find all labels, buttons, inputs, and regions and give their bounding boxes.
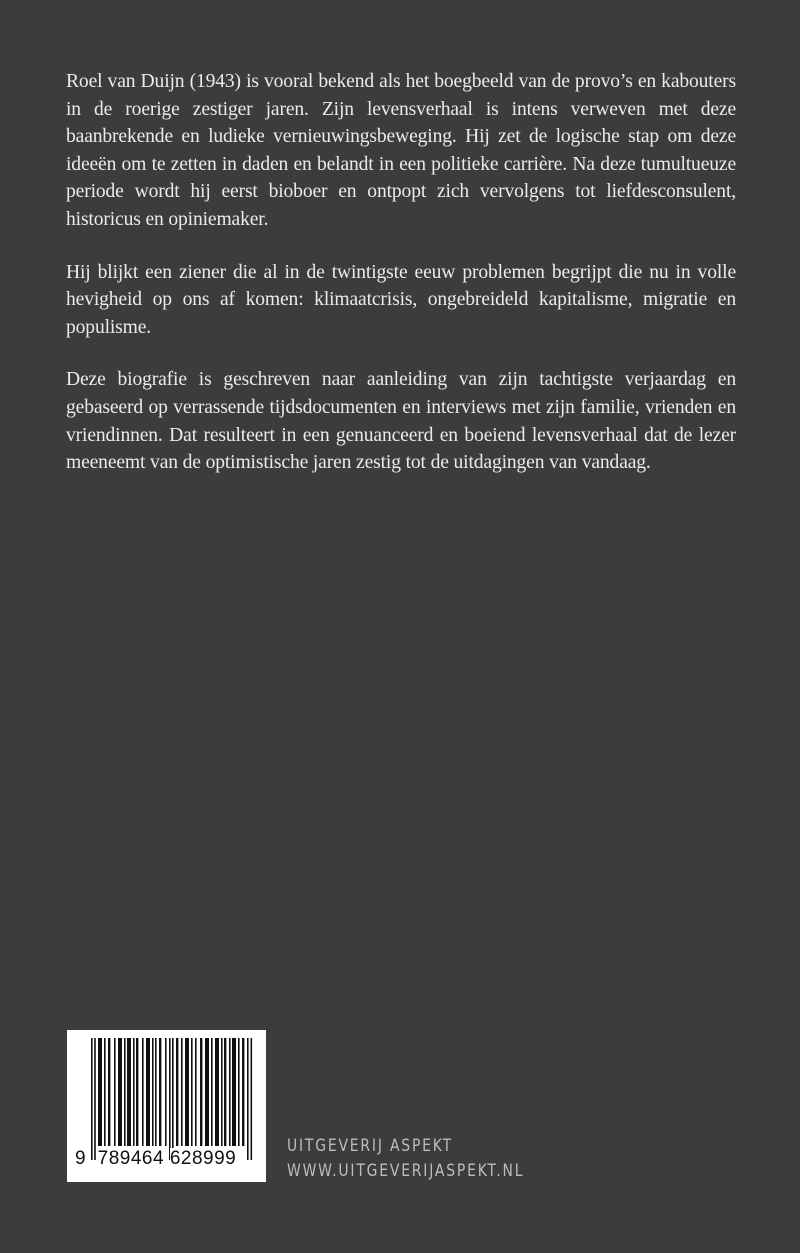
blurb-text [66, 68, 736, 502]
blurb-paragraph-1: Roel van Duijn (1943) is vooral bekend als het boegbeeld van de provo’s en kabouters in de roerige zestiger jaren. Zijn levensverhaal is intens verweven met deze baanbrekende en ludieke vernieuwingsbeweging. Hij zet de logische stap om deze ideeën om te zetten in daden en belandt in een politieke carrière. Na deze tumultueuze periode wordt hij eerst bioboer en ontpopt zich vervolgens tot liefdesconsulent, historicus en opiniemaker. [66, 71, 736, 230]
blurb-paragraph-2: Hij blijkt een ziener die al in de twintigste eeuw problemen begrijpt die nu in volle hevigheid op ons af komen: klimaatcrisis, ongebreideld kapitalisme, migratie en populisme. [66, 261, 736, 338]
publisher-name: UITGEVERIJ ASPEKT [287, 1136, 453, 1156]
isbn-barcode [67, 1030, 266, 1182]
blurb-paragraph-3: Deze biografie is geschreven naar aanleiding van zijn tachtigste verjaardag en gebaseerd op verrassende tijdsdocumenten en interviews met zijn familie, vrienden en vriendinnen. Dat resulteert in een genuanceerd en boeiend levensverhaal dat de lezer meeneemt van de optimistische jaren zestig tot de uitdagingen van vandaag. [66, 369, 736, 474]
isbn-first-digit: 9 [75, 1148, 87, 1169]
isbn-left-group: 789464 [97, 1148, 165, 1169]
barcode-bars [91, 1038, 257, 1160]
isbn-number [75, 1148, 236, 1170]
publisher-website: WWW.UITGEVERIJASPEKT.NL [287, 1161, 525, 1181]
isbn-right-group: 628999 [169, 1148, 237, 1169]
publisher-info [287, 1134, 524, 1184]
